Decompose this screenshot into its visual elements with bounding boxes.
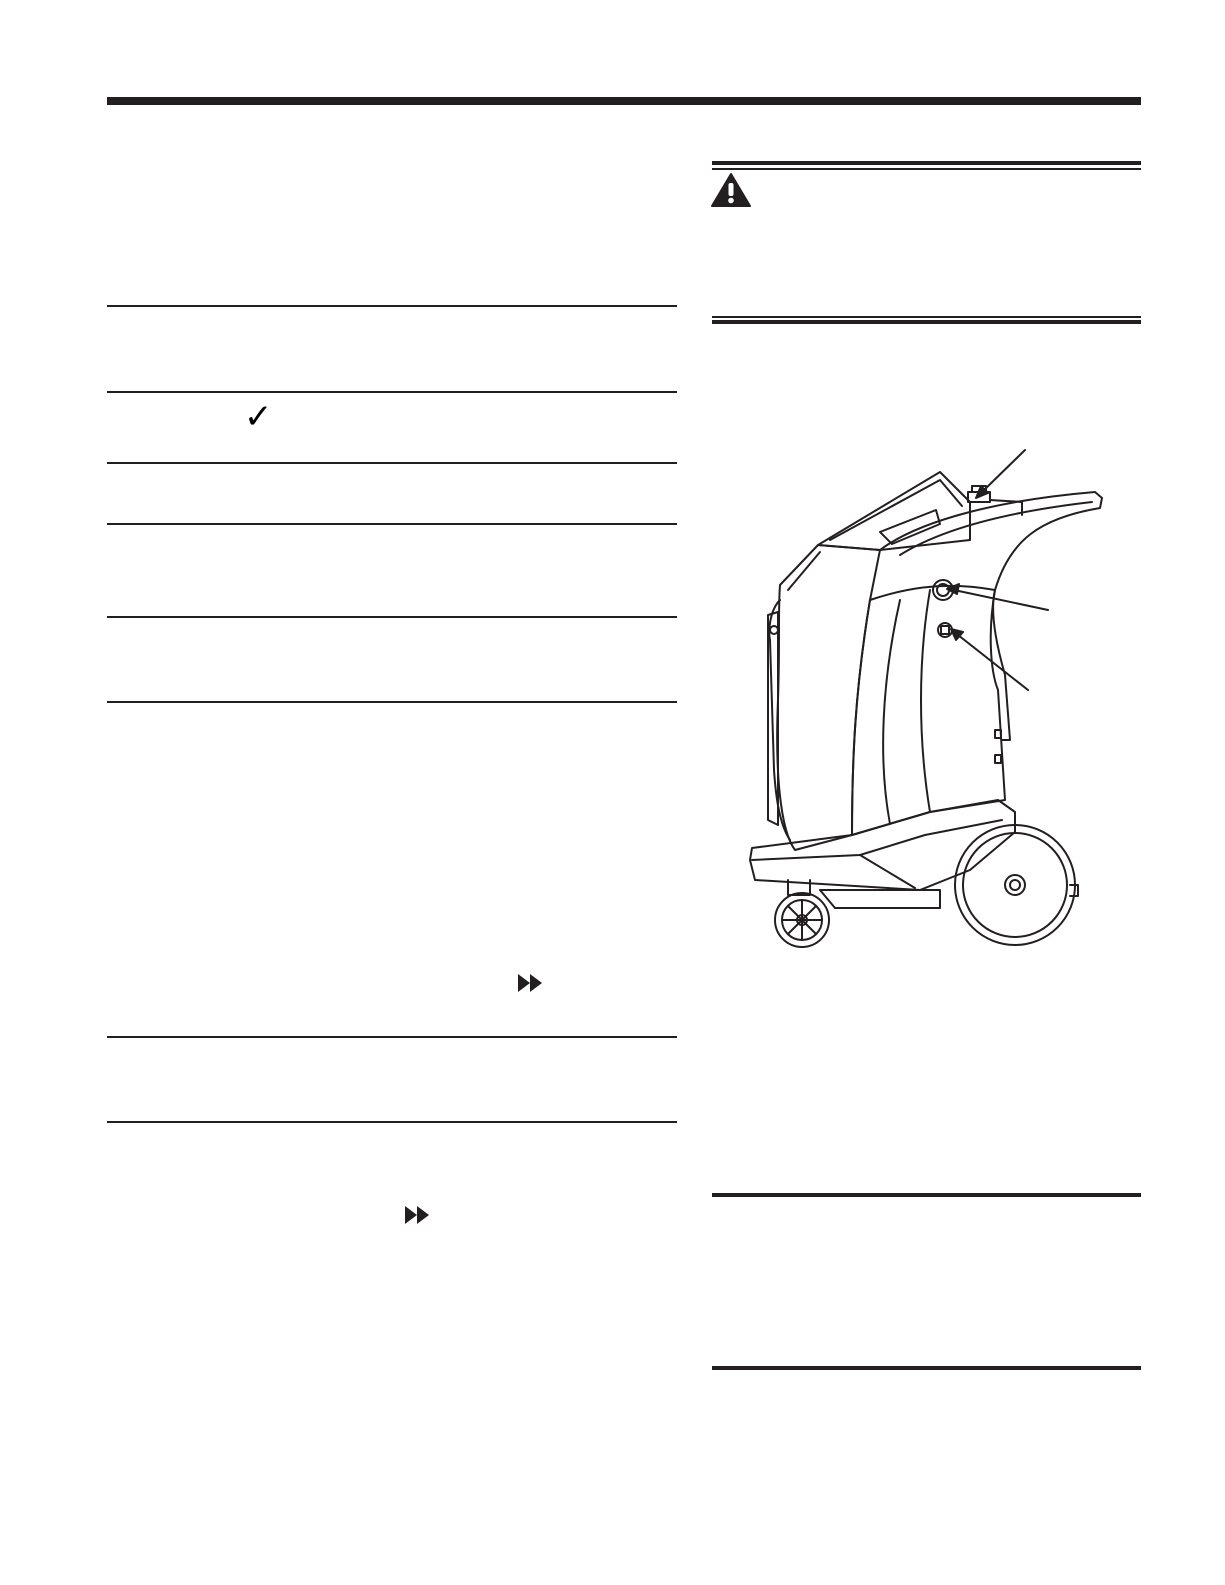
section-divider-3 bbox=[107, 462, 677, 464]
section-divider-6 bbox=[107, 701, 677, 703]
machine-body bbox=[777, 545, 880, 850]
callout-arrow-lower bbox=[951, 629, 1028, 690]
header-rule bbox=[107, 97, 1141, 105]
machine-base bbox=[750, 800, 1015, 890]
section-divider-7 bbox=[107, 1036, 677, 1038]
machine-illustration bbox=[740, 440, 1110, 960]
section-divider-8 bbox=[107, 1121, 677, 1123]
section-divider-4 bbox=[107, 523, 677, 525]
warning-box-top-rule-thin bbox=[712, 168, 1141, 170]
section-divider-2 bbox=[107, 391, 677, 393]
machine-top-housing bbox=[818, 472, 970, 550]
section-divider-5 bbox=[107, 616, 677, 618]
checkmark-icon: ✓ bbox=[244, 397, 273, 437]
callout-arrow-middle bbox=[947, 584, 1048, 610]
main-wheel bbox=[955, 825, 1078, 945]
note-box-top-rule bbox=[712, 1193, 1141, 1197]
fast-forward-icon bbox=[405, 1206, 429, 1224]
warning-box-bottom-rule-thin bbox=[712, 316, 1141, 318]
warning-triangle-icon bbox=[710, 172, 752, 208]
warning-box-top-rule-thick bbox=[712, 161, 1141, 165]
callout-arrow-top bbox=[976, 450, 1025, 498]
note-box-bottom-rule bbox=[712, 1366, 1141, 1370]
fast-forward-icon bbox=[518, 974, 542, 992]
warning-box-bottom-rule-thick bbox=[712, 320, 1141, 324]
section-divider-1 bbox=[107, 305, 677, 307]
